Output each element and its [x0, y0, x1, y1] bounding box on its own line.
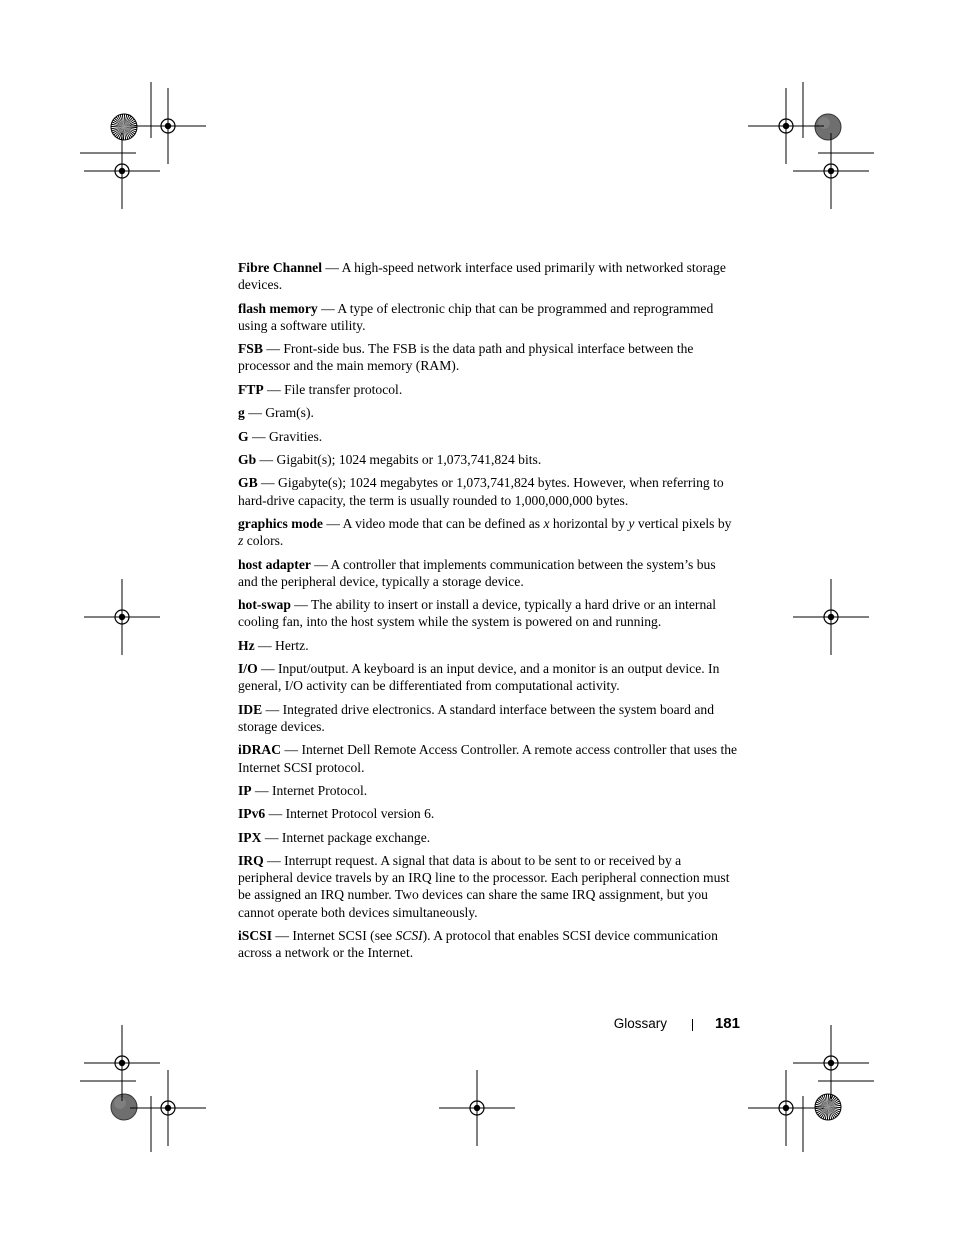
glossary-entry — [238, 596, 738, 630]
definition-text: A type of electronic chip that can be programmed and reprogrammed using a software utility. — [238, 300, 714, 333]
footer-section-title: Glossary — [613, 1016, 667, 1031]
glossary-entry — [238, 660, 738, 694]
term-dash: — — [290, 597, 312, 613]
definition-text: Internet package exchange. — [281, 829, 431, 845]
grey-swatch-highlight — [114, 1097, 126, 1109]
term-dash: — — [263, 381, 285, 397]
definition-text: The ability to insert or install a device, typically a hard drive or an internal cooling fan, into the host system while the system is powered on and running. — [238, 597, 717, 630]
glossary-list — [238, 259, 738, 968]
term-dash: — — [281, 742, 302, 758]
definition-italic: x — [543, 515, 550, 531]
glossary-term: IDE — [238, 701, 263, 717]
definition-text: Interrupt request. A signal that data is about to be sent to or received by a peripheral device travels by an IRQ line to the processor. Each peripheral connection must be assigned an IRQ number. Two devices can share the same IRQ assignment, but you cannot operate both devices simultaneously. — [238, 853, 730, 920]
definition-text: Input/output. A keyboard is an input device, and a monitor is an output device. In general, I/O activity can be differentiated from computational activity. — [238, 661, 720, 694]
definition-italic: z — [238, 533, 244, 549]
definition-text: Integrated drive electronics. A standard interface between the system board and storage devices. — [238, 701, 715, 734]
definition-italic: y — [628, 515, 635, 531]
definition-text: A controller that implements communication between the system’s bus and the peripheral device, typically a storage device. — [238, 556, 716, 589]
crosshair-dot — [165, 1105, 171, 1111]
glossary-entry — [238, 340, 738, 374]
glossary-entry — [238, 300, 738, 334]
glossary-term: I/O — [238, 661, 258, 677]
glossary-entry — [238, 852, 738, 921]
definition-text: Internet Protocol. — [271, 782, 368, 798]
term-dash: — — [254, 637, 275, 653]
term-dash: — — [310, 556, 331, 572]
definition-italic: SCSI — [395, 928, 423, 944]
glossary-term: Gb — [238, 451, 257, 467]
definition-text: A video mode that can be defined as — [342, 515, 544, 531]
term-dash: — — [321, 260, 342, 275]
glossary-entry — [238, 782, 738, 799]
crosshair-dot — [828, 1060, 834, 1066]
glossary-entry — [238, 451, 738, 468]
glossary-term: Fibre Channel — [238, 260, 322, 275]
glossary-term: GB — [238, 475, 258, 491]
term-dash: — — [244, 405, 266, 421]
definition-text: Gram(s). — [265, 405, 314, 421]
glossary-entry — [238, 741, 738, 775]
glossary-term: IRQ — [238, 853, 264, 869]
glossary-term: graphics mode — [238, 515, 323, 531]
term-dash: — — [272, 928, 293, 944]
term-dash: — — [262, 701, 283, 717]
crosshair-dot — [119, 1060, 125, 1066]
footer-separator — [692, 1019, 693, 1031]
glossary-term: FTP — [238, 381, 264, 397]
glossary-term: Hz — [238, 637, 255, 653]
term-dash: — — [251, 782, 272, 798]
glossary-entry — [238, 829, 738, 846]
crosshair-dot — [783, 123, 789, 129]
crosshair-dot — [828, 168, 834, 174]
definition-text: vertical pixels by — [634, 515, 732, 531]
term-dash: — — [261, 829, 282, 845]
crosshair-dot — [165, 123, 171, 129]
glossary-entry — [238, 474, 738, 508]
term-dash: — — [263, 853, 285, 869]
term-dash: — — [262, 341, 284, 357]
glossary-term: IPX — [238, 829, 262, 845]
definition-text: Gigabit(s); 1024 megabits or 1,073,741,824 bits. — [276, 451, 542, 467]
glossary-entry — [238, 637, 738, 654]
definition-text: colors. — [243, 533, 284, 549]
term-dash: — — [257, 661, 279, 677]
glossary-entry — [238, 556, 738, 590]
glossary-entry — [238, 805, 738, 822]
crosshair-dot — [783, 1105, 789, 1111]
definition-text: Internet Dell Remote Access Controller. A remote access controller that uses the Internet SCSI protocol. — [238, 742, 738, 775]
definition-text: Internet SCSI (see — [292, 928, 396, 944]
glossary-term: IP — [238, 782, 252, 798]
glossary-entry — [238, 701, 738, 735]
term-dash: — — [265, 806, 286, 822]
glossary-term: g — [238, 405, 245, 421]
glossary-entry — [238, 404, 738, 421]
term-dash: — — [317, 300, 338, 316]
term-dash: — — [257, 475, 279, 491]
definition-text: Hertz. — [275, 637, 309, 653]
glossary-entry — [238, 515, 738, 549]
grey-swatch-highlight — [818, 117, 830, 129]
definition-text: File transfer protocol. — [284, 381, 403, 397]
glossary-term: FSB — [238, 341, 263, 357]
glossary-entry — [238, 927, 738, 961]
definition-text: ). A protocol that enables SCSI device communication across a network or the Internet. — [238, 928, 718, 961]
definition-text: horizontal by — [549, 515, 629, 531]
glossary-entry — [238, 381, 738, 398]
term-dash: — — [256, 451, 277, 467]
crosshair-dot — [119, 614, 125, 620]
glossary-entry — [238, 428, 738, 445]
page-footer — [560, 1014, 740, 1036]
term-dash: — — [322, 515, 343, 531]
glossary-term: iSCSI — [238, 928, 273, 944]
definition-text: Front-side bus. The FSB is the data path and physical interface between the processor and the main memory (RAM). — [238, 341, 694, 374]
glossary-term: flash memory — [238, 300, 318, 316]
glossary-term: iDRAC — [238, 742, 282, 758]
crosshair-dot — [119, 168, 125, 174]
glossary-term: G — [238, 428, 249, 444]
glossary-term: host adapter — [238, 556, 311, 572]
definition-text: A high-speed network interface used primarily with networked storage devices. — [238, 260, 726, 293]
crosshair-dot — [474, 1105, 480, 1111]
term-dash: — — [248, 428, 269, 444]
page-number: 181 — [714, 1015, 740, 1032]
definition-text: Internet Protocol version 6. — [285, 806, 435, 822]
definition-text: Gravities. — [268, 428, 323, 444]
definition-text: Gigabyte(s); 1024 megabytes or 1,073,741,824 bytes. However, when referring to hard-drive capacity, the term is usually rounded to 1,000,000,000 bytes. — [238, 475, 724, 508]
glossary-term: IPv6 — [238, 806, 266, 822]
crosshair-dot — [828, 614, 834, 620]
glossary-term: hot-swap — [238, 597, 291, 613]
glossary-entry — [238, 259, 738, 293]
